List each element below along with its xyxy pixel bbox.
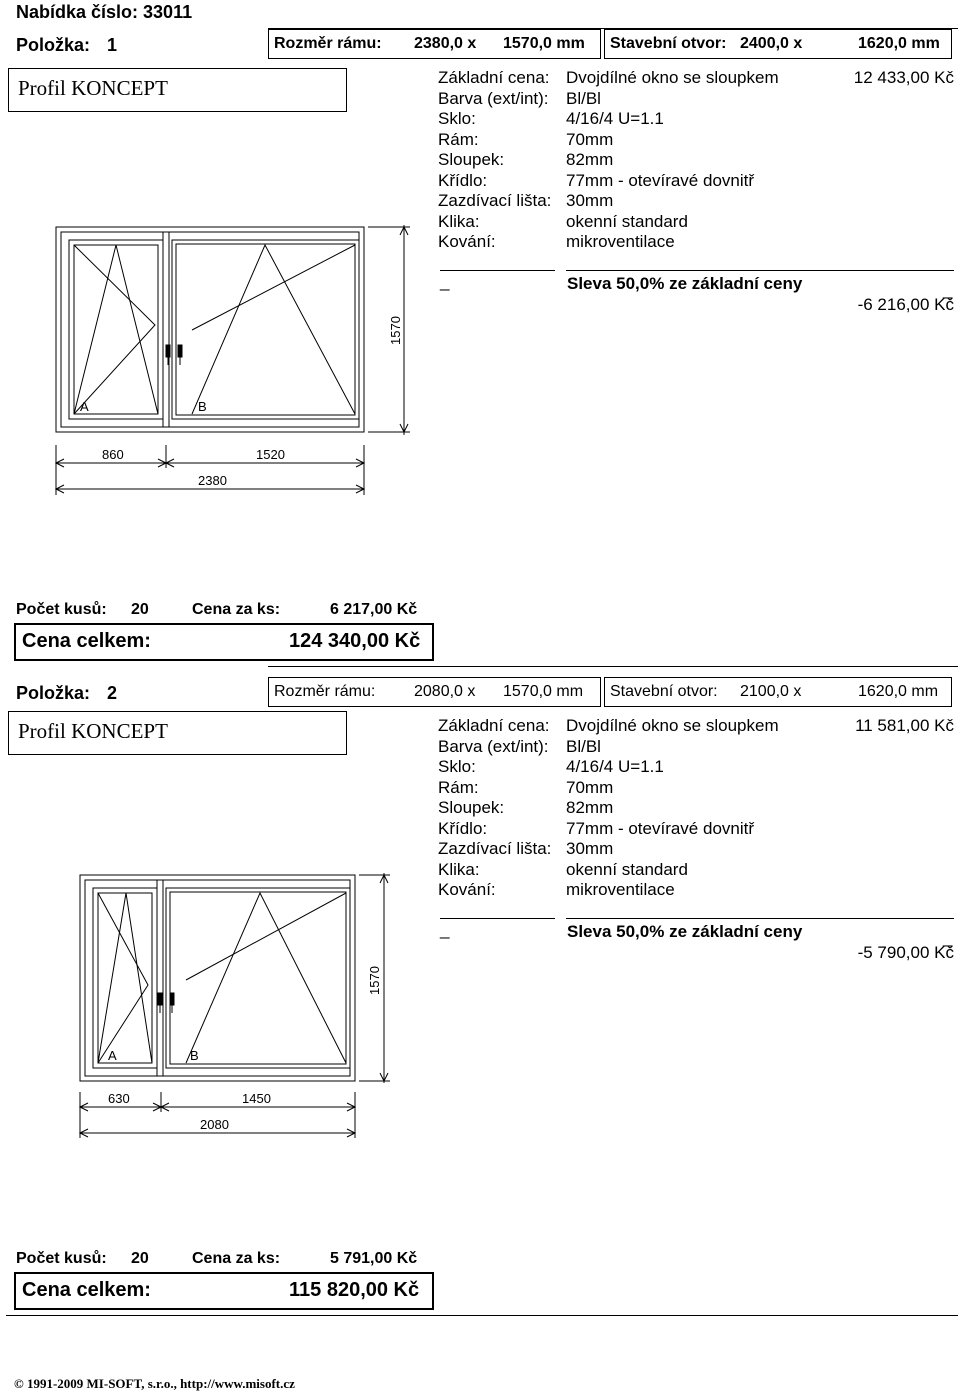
- window-drawing: [74, 870, 394, 1142]
- spec-value: okenní standard: [566, 860, 688, 879]
- item-label: Položka:: [16, 35, 91, 55]
- frame-size-label: Rozměr rámu:: [274, 683, 376, 700]
- spec-label: Kování:: [438, 232, 496, 251]
- spec-value: 77mm - otevíravé dovnitř: [566, 171, 755, 190]
- left-width-dimension: 860: [102, 447, 124, 462]
- spec-label: Rám:: [438, 130, 479, 149]
- spec-value: 30mm: [566, 191, 614, 210]
- spec-value: okenní standard: [566, 212, 688, 231]
- spec-label: Klika:: [438, 212, 480, 231]
- spec-label: Zazdívací lišta:: [438, 839, 552, 858]
- height-dimension: 1570: [367, 966, 382, 995]
- window-drawing: [50, 225, 420, 500]
- spec-value: Bl/Bl: [566, 89, 601, 108]
- spec-value: 4/16/4 U=1.1: [566, 757, 664, 776]
- quantity-label: Počet kusů:: [16, 601, 107, 618]
- sash-label-right: B: [190, 1048, 199, 1063]
- opening-label: Stavební otvor:: [610, 35, 727, 52]
- sash-label-left: A: [108, 1048, 117, 1063]
- spec-value: 4/16/4 U=1.1: [566, 109, 664, 128]
- discount-value: -5 790,00 Kč: [857, 943, 954, 962]
- spec-value: 70mm: [566, 778, 614, 797]
- discount-label: Sleva 50,0% ze základní ceny: [567, 274, 803, 293]
- frame-height: 1570,0 mm: [503, 683, 584, 700]
- item-number: 1: [107, 35, 118, 55]
- total-width-dimension: 2380: [198, 473, 227, 488]
- offer-number: Nabídka číslo: 33011: [16, 2, 193, 22]
- spec-label: Barva (ext/int):: [438, 89, 549, 108]
- spec-label: Křídlo:: [438, 819, 488, 838]
- profile-name: Profil KONCEPT: [18, 719, 168, 743]
- total-width-dimension: 2080: [200, 1117, 229, 1132]
- footer-copyright: © 1991-2009 MI-SOFT, s.r.o., http://www.misoft.cz: [14, 1376, 295, 1391]
- discount-end-mark: _: [943, 280, 953, 299]
- spec-label: Barva (ext/int):: [438, 737, 549, 756]
- opening-width: 2400,0 x: [740, 35, 803, 52]
- spec-value: 30mm: [566, 839, 614, 858]
- spec-label: Kování:: [438, 880, 496, 899]
- opening-height: 1620,0 mm: [858, 683, 939, 700]
- unit-price-label: Cena za ks:: [192, 601, 281, 618]
- quantity-label: Počet kusů:: [16, 1250, 107, 1267]
- spec-label: Sklo:: [438, 109, 476, 128]
- sash-label-right: B: [198, 399, 207, 414]
- sash-label-left: A: [80, 399, 89, 414]
- spec-label: Sloupek:: [438, 798, 505, 817]
- discount-mark: _: [440, 920, 450, 939]
- height-dimension: 1570: [388, 316, 403, 345]
- discount-label: Sleva 50,0% ze základní ceny: [567, 922, 803, 941]
- spec-value: 77mm - otevíravé dovnitř: [566, 819, 755, 838]
- total-value: 124 340,00 Kč: [289, 630, 421, 652]
- frame-width: 2380,0 x: [414, 35, 477, 52]
- spec-value: Dvojdílné okno se sloupkem: [566, 716, 779, 735]
- unit-price-value: 6 217,00 Kč: [330, 601, 418, 618]
- spec-value: Dvojdílné okno se sloupkem: [566, 68, 779, 87]
- total-value: 115 820,00 Kč: [289, 1279, 420, 1301]
- quantity-value: 20: [131, 601, 149, 618]
- spec-label: Základní cena:: [438, 68, 550, 87]
- total-label: Cena celkem:: [22, 630, 151, 652]
- spec-label: Rám:: [438, 778, 479, 797]
- opening-width: 2100,0 x: [740, 683, 802, 700]
- item-label: Položka:: [16, 683, 91, 703]
- opening-height: 1620,0 mm: [858, 35, 940, 52]
- unit-price-label: Cena za ks:: [192, 1250, 281, 1267]
- spec-label: Sklo:: [438, 757, 476, 776]
- spec-value: 70mm: [566, 130, 614, 149]
- quantity-value: 20: [131, 1250, 149, 1267]
- unit-price-value: 5 791,00 Kč: [330, 1250, 418, 1267]
- spec-label: Základní cena:: [438, 716, 550, 735]
- item-number: 2: [107, 683, 118, 703]
- base-price: 11 581,00 Kč: [855, 716, 954, 735]
- profile-name: Profil KONCEPT: [18, 76, 168, 100]
- left-width-dimension: 630: [108, 1091, 130, 1106]
- frame-height: 1570,0 mm: [503, 35, 585, 52]
- discount-end-mark: _: [943, 928, 953, 947]
- right-width-dimension: 1450: [242, 1091, 271, 1106]
- spec-label: Klika:: [438, 860, 480, 879]
- spec-label: Zazdívací lišta:: [438, 191, 552, 210]
- total-label: Cena celkem:: [22, 1279, 151, 1301]
- spec-label: Sloupek:: [438, 150, 505, 169]
- opening-label: Stavební otvor:: [610, 683, 718, 700]
- discount-mark: _: [440, 272, 450, 291]
- spec-value: mikroventilace: [566, 232, 675, 251]
- frame-width: 2080,0 x: [414, 683, 476, 700]
- frame-size-label: Rozměr rámu:: [274, 35, 382, 52]
- discount-value: -6 216,00 Kč: [857, 295, 954, 314]
- right-width-dimension: 1520: [256, 447, 285, 462]
- base-price: 12 433,00 Kč: [853, 68, 954, 87]
- spec-label: Křídlo:: [438, 171, 488, 190]
- spec-value: Bl/Bl: [566, 737, 601, 756]
- spec-value: 82mm: [566, 798, 614, 817]
- spec-value: mikroventilace: [566, 880, 675, 899]
- spec-value: 82mm: [566, 150, 614, 169]
